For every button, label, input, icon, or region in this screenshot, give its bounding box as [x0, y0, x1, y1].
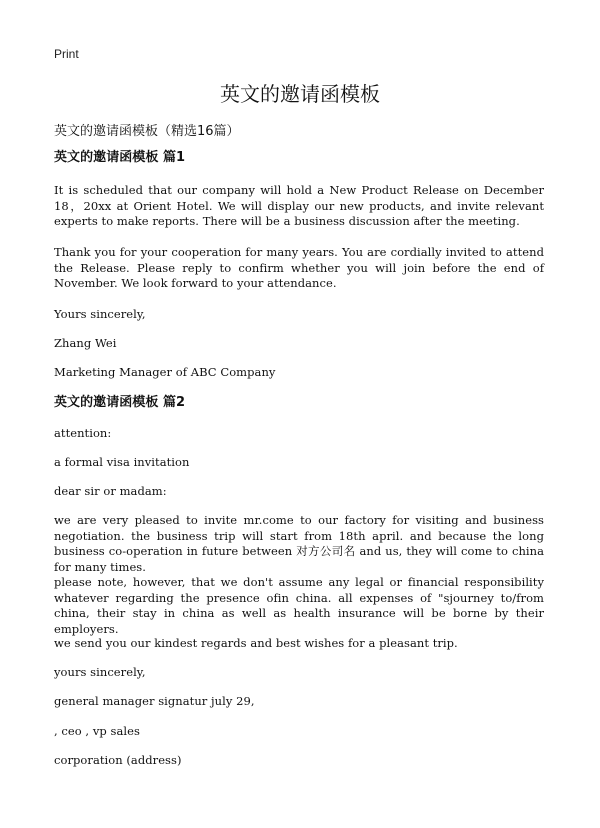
section-1-paragraph-2 [54, 245, 544, 292]
paragraph: attention: [54, 426, 112, 440]
section-1-closing [54, 307, 544, 323]
paragraph: It is scheduled that our company will hold a New Product Release on December 18，20xx at Orient Hotel. We will display our new products, and invite relevant experts to make reports. There will be a business discussion after the meeting. [54, 183, 544, 228]
section-1-signer-title [54, 365, 544, 381]
paragraph: we send you our kindest regards and best wishes for a pleasant trip. [54, 636, 458, 650]
section-2-paragraph-4 [54, 513, 544, 575]
section-2-paragraph-8 [54, 694, 544, 710]
paragraph: dear sir or madam: [54, 484, 167, 498]
paragraph: please note, however, that we don't assume any legal or financial responsibility whatever regarding the presence ofin china. all expenses of "sjourney to/from china, their stay in china as well as health insurance will be borne by their employers. [54, 575, 544, 636]
print-link[interactable]: Print [54, 47, 79, 61]
section-2-heading-wrap [54, 395, 544, 411]
paragraph: yours sincerely, [54, 665, 146, 679]
section-1-paragraph-1 [54, 183, 544, 230]
section-2-paragraph-7 [54, 665, 544, 681]
section-2-paragraph-10 [54, 753, 544, 769]
paragraph: a formal visa invitation [54, 455, 190, 469]
signer-title: Marketing Manager of ABC Company [54, 365, 276, 379]
section-1-heading-wrap [54, 150, 544, 166]
paragraph: , ceo , vp sales [54, 724, 140, 738]
section-heading: 英文的邀请函模板 篇1 [54, 150, 186, 165]
page-title: 英文的邀请函模板 [220, 82, 380, 106]
section-2-paragraph-3 [54, 484, 544, 500]
closing-line: Yours sincerely, [54, 307, 146, 321]
section-1-signer [54, 336, 544, 352]
page-subtitle: 英文的邀请函模板（精选16篇） [54, 124, 240, 139]
signer-name: Zhang Wei [54, 336, 117, 350]
section-2-paragraph-5 [54, 575, 544, 637]
paragraph: Thank you for your cooperation for many years. You are cordially invited to attend the Release. Please reply to confirm whether you will join before the end of November. We look forward to your attendance. [54, 245, 544, 290]
section-2-paragraph-9 [54, 724, 544, 740]
section-2-paragraph-1 [54, 426, 544, 442]
section-heading: 英文的邀请函模板 篇2 [54, 395, 186, 410]
paragraph: we are very pleased to invite mr.come to our factory for visiting and business negotiation. the business trip will start from 18th april. and because the long business co-operation in future between 对方公司名 and us, they will come to china for many times. [54, 513, 544, 574]
section-2-paragraph-2 [54, 455, 544, 471]
paragraph: corporation (address) [54, 753, 182, 767]
paragraph: general manager signatur july 29, [54, 694, 255, 708]
section-2-paragraph-6 [54, 636, 544, 652]
